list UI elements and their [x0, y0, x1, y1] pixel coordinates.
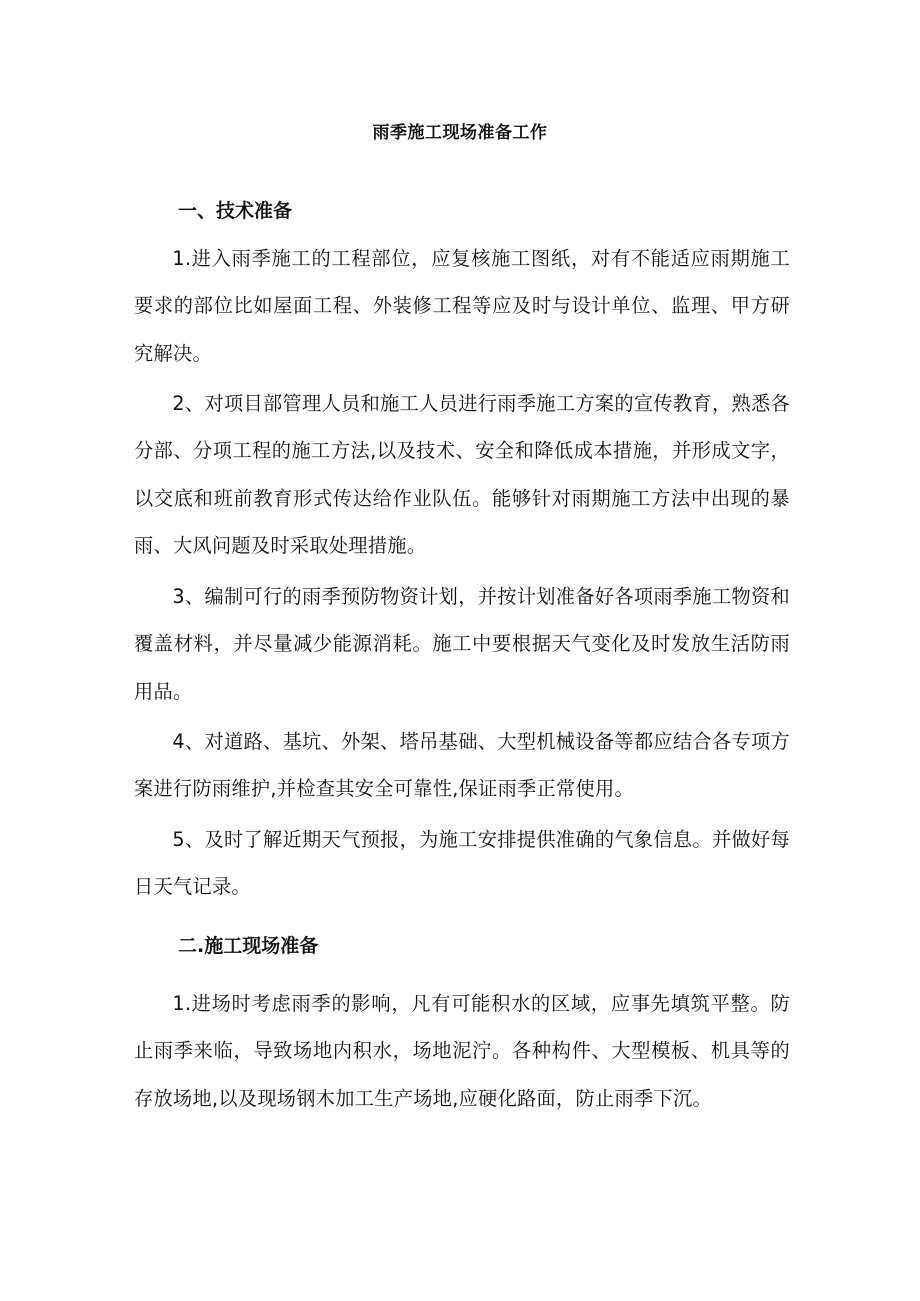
- section-heading-technical-preparation: 一、技术准备: [178, 200, 293, 222]
- document-title: 雨季施工现场准备工作: [372, 123, 548, 143]
- paragraph-technical-5: 5、及时了解近期天气预报，为施工安排提供准确的气象信息。并做好每日天气记录。: [134, 828, 790, 899]
- paragraph-technical-1: 1.进入雨季施工的工程部位，应复核施工图纸，对有不能适应雨期施工要求的部位比如屋面工程、外装修工程等应及时与设计单位、监理、甲方研究解决。: [134, 247, 790, 365]
- section-heading-site-preparation: 二.施工现场准备: [178, 935, 319, 957]
- paragraph-site-1: 1.进场时考虑雨季的影响，凡有可能积水的区域，应事先填筑平整。防止雨季来临，导致场地内积水，场地泥泞。各种构件、大型模板、机具等的存放场地,以及现场钢木加工生产场地,应硬化路面，防止雨季下沉。: [134, 992, 790, 1110]
- paragraph-technical-3: 3、编制可行的雨季预防物资计划，并按计划准备好各项雨季施工物资和覆盖材料，并尽量减少能源消耗。施工中要根据天气变化及时发放生活防雨用品。: [134, 585, 790, 703]
- paragraph-technical-2: 2、对项目部管理人员和施工人员进行雨季施工方案的宣传教育，熟悉各分部、分项工程的施工方法,以及技术、安全和降低成本措施，并形成文字，以交底和班前教育形式传达给作业队伍。能够针对雨期施工方法中出现的暴雨、大风问题及时采取处理措施。: [134, 392, 790, 557]
- paragraph-technical-4: 4、对道路、基坑、外架、塔吊基础、大型机械设备等都应结合各专项方案进行防雨维护,并检查其安全可靠性,保证雨季正常使用。: [134, 730, 790, 801]
